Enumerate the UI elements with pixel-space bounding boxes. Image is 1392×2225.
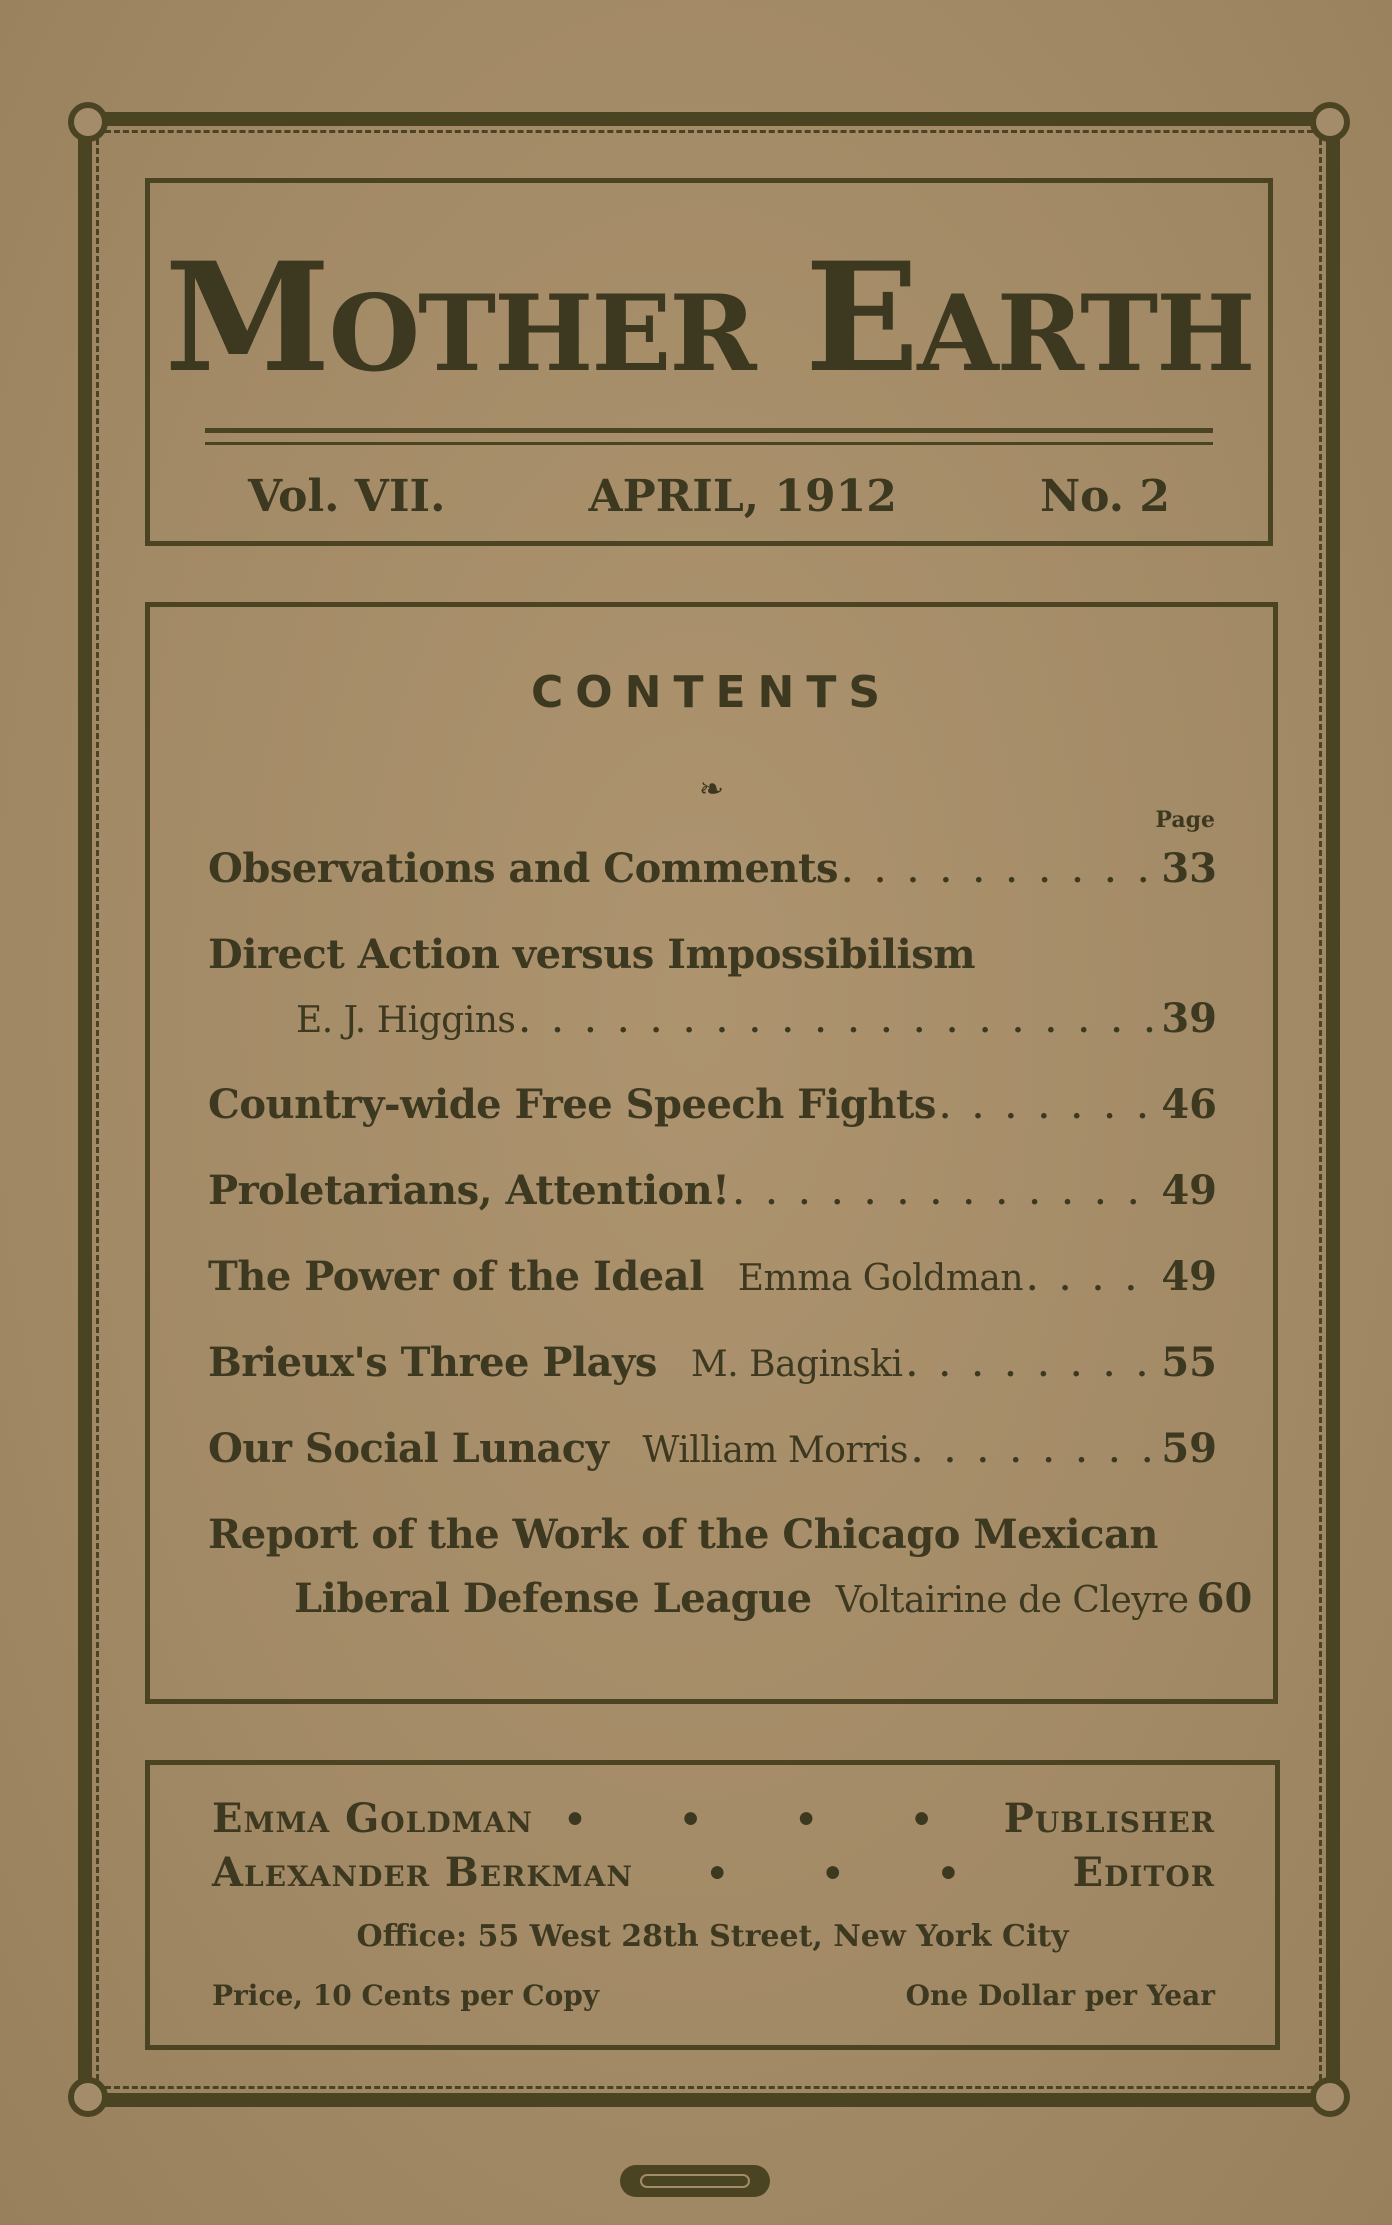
toc-title: Direct Action versus Impossibilism bbox=[208, 931, 976, 978]
editor-name: Alexander Berkman bbox=[212, 1849, 633, 1896]
toc-title: Observations and Comments bbox=[208, 845, 838, 892]
toc-entry bbox=[208, 931, 1217, 995]
toc-page: 55 bbox=[1161, 1339, 1217, 1386]
table-of-contents bbox=[208, 845, 1253, 1661]
toc-title: Brieux's Three Plays bbox=[208, 1339, 657, 1386]
fleuron-icon: ❧ bbox=[698, 772, 725, 807]
masthead-rule bbox=[205, 428, 1213, 433]
toc-page: 60 bbox=[1196, 1575, 1253, 1622]
toc-author: Emma Goldman bbox=[737, 1258, 1024, 1299]
toc-title: Country-wide Free Speech Fights bbox=[208, 1081, 936, 1128]
masthead-rule bbox=[205, 442, 1213, 445]
toc-author: Voltairine de Cleyre bbox=[835, 1580, 1189, 1621]
toc-title: Report of the Work of the Chicago Mexican bbox=[208, 1511, 1158, 1558]
toc-author: E. J. Higgins bbox=[296, 1000, 516, 1041]
toc-page: 49 bbox=[1161, 1253, 1217, 1300]
publisher-role: Publisher bbox=[1003, 1795, 1215, 1842]
leader-dots bbox=[940, 1091, 1157, 1126]
toc-page: 33 bbox=[1161, 845, 1217, 892]
toc-page: 46 bbox=[1161, 1081, 1217, 1128]
issue-date: APRIL, 1912 bbox=[588, 471, 897, 522]
leader-dots bbox=[733, 1177, 1157, 1212]
toc-page: 39 bbox=[1161, 995, 1217, 1042]
office-address: Office: 55 West 28th Street, New York City bbox=[356, 1919, 1069, 1954]
toc-entry-continued bbox=[208, 995, 1217, 1081]
toc-entry-continued bbox=[208, 1575, 1253, 1661]
toc-title-continued: Liberal Defense League bbox=[294, 1575, 812, 1622]
corner-ornament-icon bbox=[1310, 102, 1350, 142]
leader-dots bbox=[519, 1005, 1157, 1040]
toc-title: Our Social Lunacy bbox=[208, 1425, 609, 1472]
magazine-title: Mother Earth bbox=[164, 230, 1254, 406]
toc-title: Proletarians, Attention! bbox=[208, 1167, 730, 1214]
toc-entry bbox=[208, 1081, 1217, 1167]
leader-dots bbox=[842, 855, 1157, 890]
publisher-name: Emma Goldman bbox=[212, 1795, 533, 1842]
staff-box bbox=[145, 1760, 1280, 2050]
price-per-year: One Dollar per Year bbox=[905, 1979, 1215, 2012]
publisher-row bbox=[212, 1795, 1215, 1842]
toc-page: 49 bbox=[1161, 1167, 1217, 1214]
toc-title: The Power of the Ideal bbox=[208, 1253, 704, 1300]
toc-author: William Morris bbox=[642, 1430, 908, 1471]
toc-entry bbox=[208, 1253, 1217, 1339]
corner-ornament-icon bbox=[68, 102, 108, 142]
toc-page: 59 bbox=[1161, 1425, 1217, 1472]
toc-entry bbox=[208, 1511, 1217, 1575]
volume-label: Vol. VII. bbox=[248, 471, 446, 522]
toc-entry bbox=[208, 1339, 1217, 1425]
editor-row bbox=[212, 1849, 1215, 1896]
masthead-box bbox=[145, 178, 1273, 546]
issue-number: No. 2 bbox=[1039, 471, 1170, 522]
contents-heading: CONTENTS bbox=[530, 667, 893, 718]
toc-entry bbox=[208, 845, 1217, 931]
leader-dots: • • • bbox=[705, 1853, 1000, 1895]
leader-dots: • • • • bbox=[563, 1799, 974, 1841]
leader-dots bbox=[907, 1349, 1158, 1384]
toc-entry bbox=[208, 1167, 1217, 1253]
corner-ornament-icon bbox=[68, 2077, 108, 2117]
leader-dots bbox=[912, 1435, 1158, 1470]
toc-author: M. Baginski bbox=[690, 1344, 903, 1385]
corner-ornament-icon bbox=[1310, 2077, 1350, 2117]
toc-entry bbox=[208, 1425, 1217, 1511]
issue-info bbox=[248, 471, 1170, 522]
leader-dots bbox=[1027, 1263, 1157, 1298]
price-per-copy: Price, 10 Cents per Copy bbox=[212, 1979, 600, 2012]
editor-role: Editor bbox=[1072, 1849, 1215, 1896]
union-label-icon bbox=[620, 2165, 770, 2197]
page-column-label: Page bbox=[1155, 807, 1215, 833]
contents-box bbox=[145, 602, 1278, 1704]
price-row bbox=[212, 1979, 1215, 2012]
